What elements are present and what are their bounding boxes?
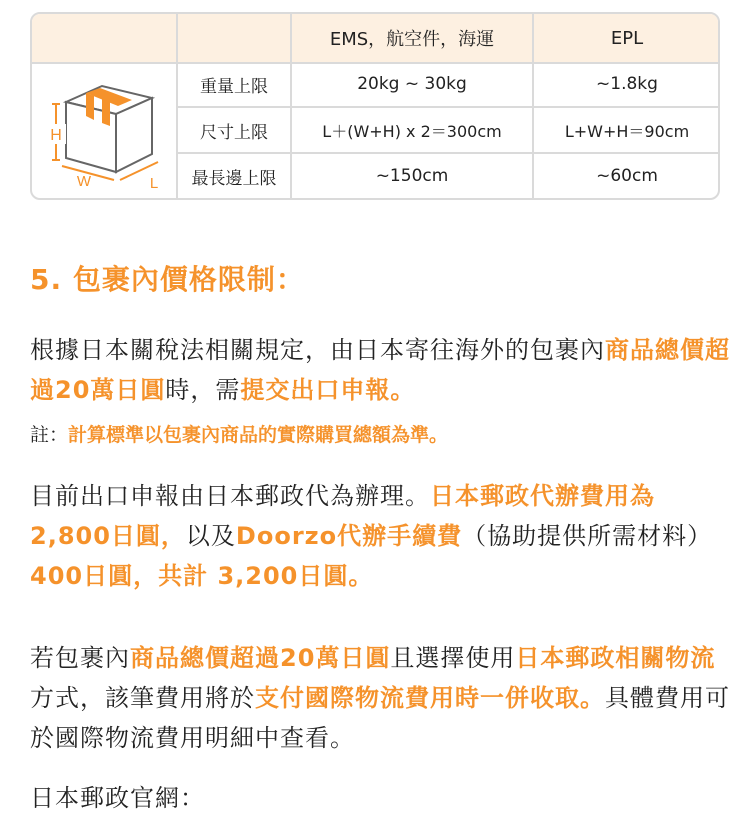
paragraph-fee-collection: 若包裹內商品總價超過20萬日圓且選擇使用日本郵政相關物流方式，該筆費用將於支付國際物流費用時一併收取。具體費用可於國際物流費用明細中查看。 [30,644,730,752]
paragraph-export-declaration: 根據日本關稅法相關規定，由日本寄往海外的包裹內商品總價超過20萬日圓時，需提交出口申報。 [30,336,730,404]
longest-epl: ~60cm [596,166,658,186]
col-header-epl: EPL [610,27,644,49]
box-label-l: L [149,175,159,190]
section-title: 5. 包裹內價格限制： [30,263,305,296]
row-label-weight: 重量上限 [200,76,268,97]
longest-ems: ~150cm [375,166,449,186]
row-label-longest-side: 最長邊上限 [191,168,277,189]
note-text: 計算標準以包裹內商品的實際購買總額為準。 [68,424,449,446]
row-label-size: 尺寸上限 [200,122,268,143]
note-calculation-basis [30,420,448,450]
weight-ems: 20kg ~ 30kg [357,74,467,94]
box-label-w: W [76,173,92,190]
box-label-h: H [50,127,62,144]
size-epl: L+W+H＝90cm [564,121,690,141]
col-header-ems: EMS，航空件，海運 [329,29,495,50]
package-dimensions-icon [40,68,172,190]
japan-post-website-label: 日本郵政官網： [30,784,205,812]
weight-epl: ~1.8kg [596,74,658,94]
paragraph-fees: 目前出口申報由日本郵政代為辦理。日本郵政代辦費用為2,800日圓，以及Doorzo代辦手續費（協助提供所需材料）400日圓，共計 3,200日圓。 [30,482,713,590]
shipping-limits-table [30,12,720,200]
note-label: 註： [30,424,69,446]
size-ems: L＋(W+H) x 2＝300cm [322,121,502,141]
